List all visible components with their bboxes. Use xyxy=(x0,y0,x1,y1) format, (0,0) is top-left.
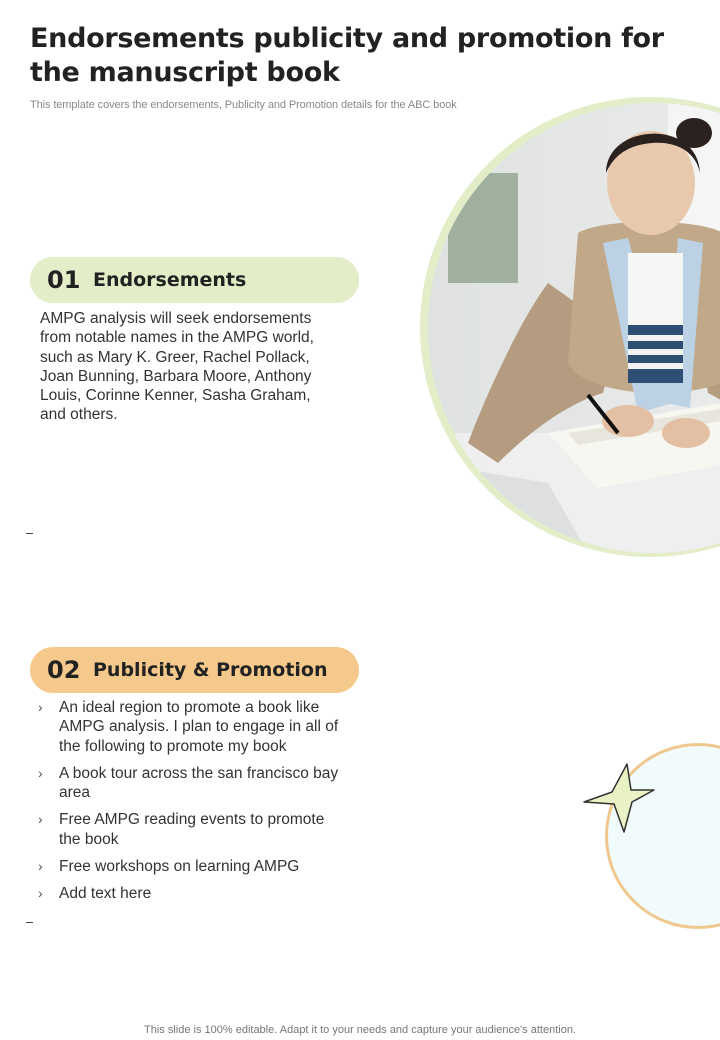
page-title: Endorsements publicity and promotion for the manuscript book xyxy=(30,23,664,88)
list-item xyxy=(38,764,348,803)
list-item xyxy=(38,810,348,849)
woman-writing-photo xyxy=(428,103,720,553)
section-number: 01 xyxy=(47,266,81,294)
chevron-right-icon: › xyxy=(38,858,43,875)
list-item-text: Add text here xyxy=(59,885,152,903)
list-item-text: Free workshops on learning AMPG xyxy=(59,858,300,876)
chevron-right-icon: › xyxy=(38,764,43,781)
section-header-publicity xyxy=(30,647,359,693)
publicity-bullet-list xyxy=(38,698,348,912)
list-item-text: A book tour across the san francisco bay area xyxy=(59,764,339,802)
section-heading: Publicity & Promotion xyxy=(93,659,328,681)
list-item-text: An ideal region to promote a book like AMPG analysis. I plan to engage in all of the following to promote my book xyxy=(59,699,339,755)
chevron-right-icon: › xyxy=(38,699,43,715)
footer-note: This slide is 100% editable. Adapt it to your needs and capture your audience's attention. xyxy=(144,1024,576,1036)
section-number: 02 xyxy=(47,656,81,684)
four-point-star-icon xyxy=(582,762,656,836)
chevron-right-icon: › xyxy=(38,811,43,828)
section-header-endorsements xyxy=(30,257,359,303)
list-item xyxy=(38,857,348,876)
page-subtitle: This template covers the endorsements, Publicity and Promotion details for the ABC book xyxy=(30,99,457,111)
endorsements-paragraph: AMPG analysis will seek endorsements from notable names in the AMPG world, such as Mary K. Greer, Rachel Pollack, Joan Bunning, Barbara Moore, Anthony Louis, Corinne Kenner, Sasha Graham, and others. xyxy=(40,310,314,424)
divider-dash xyxy=(26,533,33,534)
list-item xyxy=(38,884,348,903)
chevron-right-icon: › xyxy=(38,885,43,902)
section-heading: Endorsements xyxy=(93,269,247,291)
divider-dash xyxy=(26,922,33,923)
list-item xyxy=(38,698,348,756)
list-item-text: Free AMPG reading events to promote the book xyxy=(59,811,325,848)
